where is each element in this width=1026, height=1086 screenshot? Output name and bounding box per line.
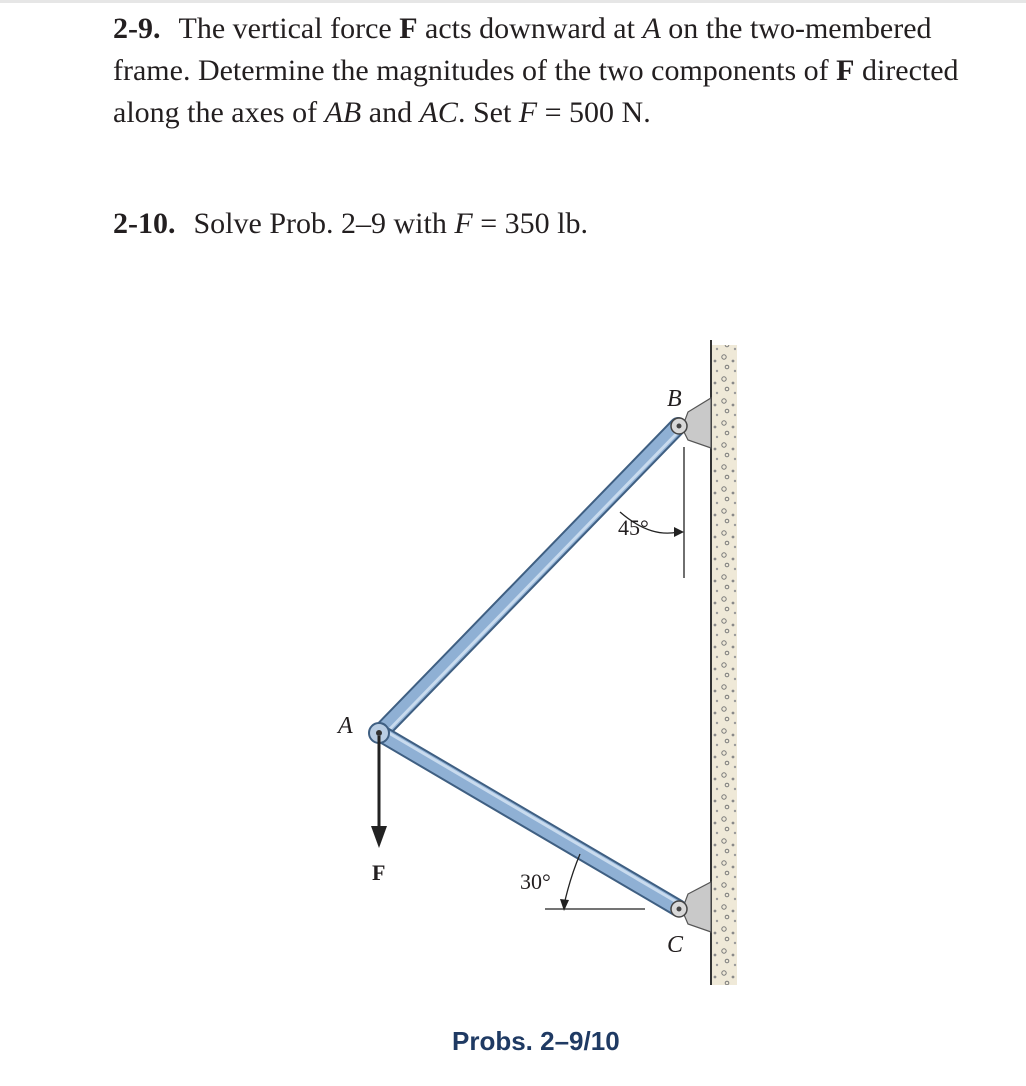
problem-2-9 <box>113 8 993 134</box>
problem-text: and <box>361 96 420 129</box>
label-b: B <box>667 386 682 412</box>
label-c: C <box>667 932 684 958</box>
angle-label-45: 45° <box>618 515 649 540</box>
top-divider <box>0 0 1026 3</box>
member-ab <box>380 426 678 733</box>
problem-text: on the two-membered frame. Determine the magnitudes of the two components of <box>113 12 932 87</box>
problem-2-10 <box>113 203 993 245</box>
member-symbol: AB <box>324 96 362 129</box>
member-symbol: AC <box>419 96 458 129</box>
force-magnitude-symbol: F <box>518 96 538 129</box>
problem-text: . Set <box>457 96 519 129</box>
force-magnitude-symbol: F <box>454 207 473 240</box>
problem-number: 2-9. <box>113 12 161 45</box>
force-f-arrowhead <box>371 826 387 848</box>
problem-number: 2-10. <box>113 207 176 240</box>
member-ab-highlight <box>384 428 682 735</box>
angle-arrowhead-45 <box>674 527 684 537</box>
angle-label-30: 30° <box>520 869 551 894</box>
problem-text: acts downward at <box>417 12 643 45</box>
label-a: A <box>338 713 353 739</box>
problem-text: = 500 N. <box>537 96 651 129</box>
wall <box>711 345 737 985</box>
label-f: F <box>372 860 386 885</box>
pin-a-center <box>376 730 382 736</box>
problem-text: The vertical force <box>178 12 400 45</box>
point-symbol: A <box>642 12 661 45</box>
pin-b-center <box>677 424 682 429</box>
problem-text: = 350 lb. <box>472 207 588 240</box>
angle-arc-30 <box>564 854 580 905</box>
figure-caption: Probs. 2–9/10 <box>452 1026 620 1056</box>
force-symbol: F <box>836 54 855 87</box>
frame-figure <box>320 330 740 1010</box>
problem-text: Solve Prob. 2–9 with <box>193 207 455 240</box>
problem-text: directed along the axes of <box>113 54 959 129</box>
force-symbol: F <box>399 12 418 45</box>
pin-c-center <box>677 907 682 912</box>
